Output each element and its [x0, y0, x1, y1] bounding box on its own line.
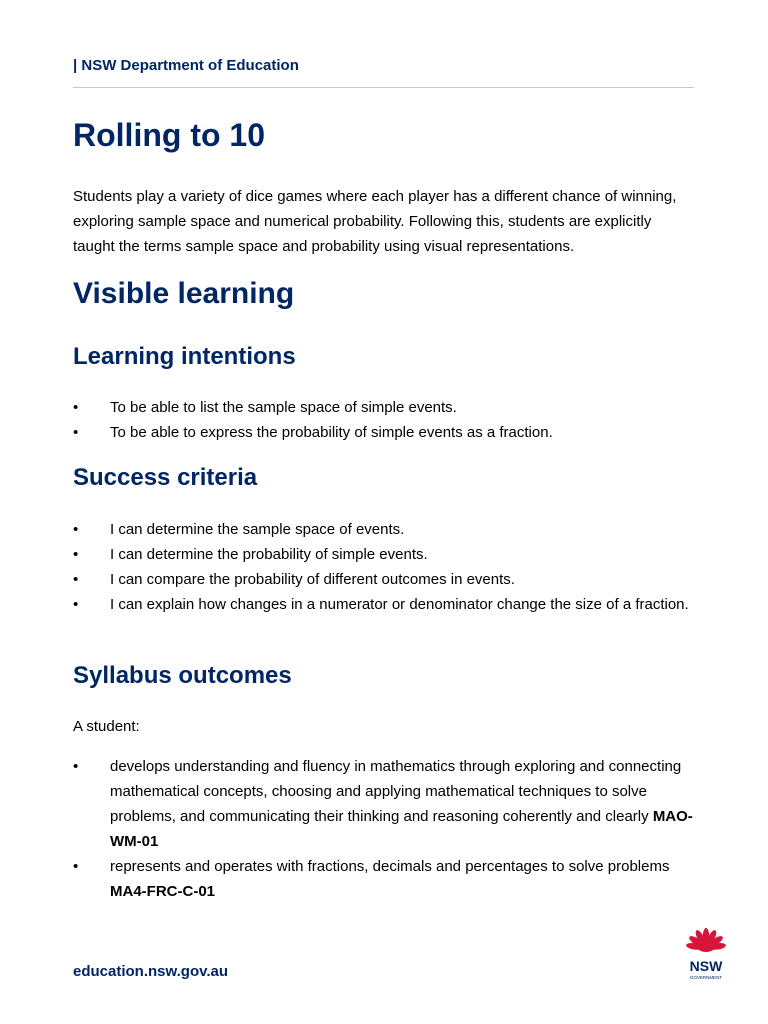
list-item: [73, 567, 694, 592]
bullet-icon: •: [73, 571, 79, 588]
bullet-icon: •: [73, 758, 79, 775]
logo-wordmark: NSW: [689, 958, 723, 974]
list-item: [73, 592, 694, 617]
header-divider: [73, 87, 694, 88]
outcome-code: MA4-FRC-C-01: [110, 883, 215, 900]
list-item: [73, 754, 694, 854]
outcome-code: MAO-WM-01: [110, 808, 693, 850]
nsw-government-logo: [676, 925, 736, 983]
bullet-icon: •: [73, 424, 79, 441]
success-criteria-list: [73, 517, 694, 617]
list-item-text: To be able to express the probability of simple events as a fraction.: [110, 424, 553, 441]
list-item-text: I can compare the probability of different outcomes in events.: [110, 571, 515, 588]
list-item-text: I can determine the sample space of events.: [110, 521, 405, 538]
bullet-icon: •: [73, 546, 79, 563]
bullet-icon: •: [73, 399, 79, 416]
list-item: [73, 854, 694, 904]
heading-learning-intentions: Learning intentions: [73, 343, 296, 370]
waratah-icon: [686, 928, 727, 952]
learning-intentions-list: [73, 395, 694, 445]
logo-subtext: GOVERNMENT: [689, 975, 723, 980]
header-department: | NSW Department of Education: [73, 57, 299, 74]
list-item: [73, 420, 694, 445]
list-item-text: develops understanding and fluency in mathematics through exploring and connecting mathematical concepts, choosing and applying mathematical techniques to solve problems, and communicating their thinking and reasoning coherently and clearly: [110, 758, 682, 825]
heading-syllabus-outcomes: Syllabus outcomes: [73, 662, 292, 689]
bullet-icon: •: [73, 596, 79, 613]
list-item-text: I can determine the probability of simple events.: [110, 546, 428, 563]
heading-visible-learning: Visible learning: [73, 277, 295, 310]
list-item: [73, 542, 694, 567]
page-title: Rolling to 10: [73, 117, 265, 153]
list-item-text: represents and operates with fractions, decimals and percentages to solve problems: [110, 858, 670, 875]
list-item-text: To be able to list the sample space of simple events.: [110, 399, 457, 416]
syllabus-lead: A student:: [73, 718, 140, 735]
heading-success-criteria: Success criteria: [73, 464, 258, 491]
syllabus-outcomes-list: [73, 754, 694, 904]
list-item: [73, 395, 694, 420]
list-item: [73, 517, 694, 542]
footer-url: education.nsw.gov.au: [73, 963, 229, 980]
intro-paragraph: Students play a variety of dice games where each player has a different chance of winning, exploring sample space and numerical probability. Following this, students are explicitly taught the terms sample space and probability using visual representations.: [73, 188, 677, 255]
bullet-icon: •: [73, 858, 79, 875]
list-item-text: I can explain how changes in a numerator or denominator change the size of a fraction.: [110, 596, 689, 613]
bullet-icon: •: [73, 521, 79, 538]
